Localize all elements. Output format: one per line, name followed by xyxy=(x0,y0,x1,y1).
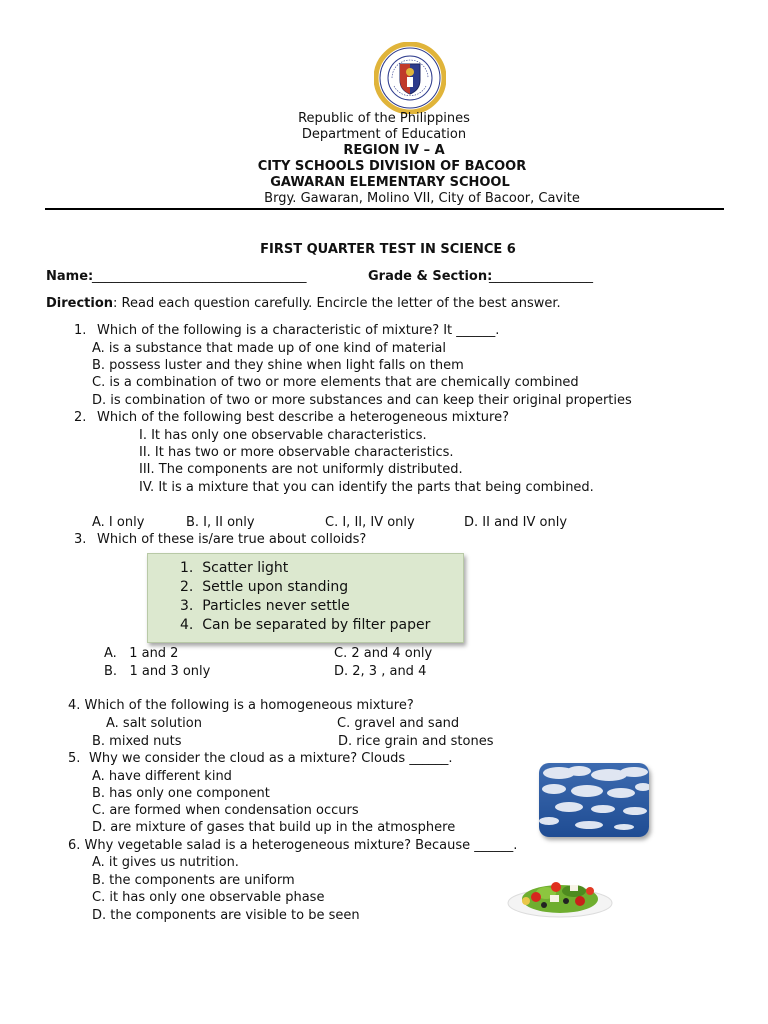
q4-option-b[interactable]: B. mixed nuts xyxy=(92,734,182,749)
q6-option-c[interactable]: C. it has only one observable phase xyxy=(92,890,325,905)
q1-option-d[interactable]: D. is combination of two or more substances and can keep their original properties xyxy=(92,393,632,408)
q2-question: Which of the following best describe a heterogeneous mixture? xyxy=(97,410,509,425)
header-address: Brgy. Gawaran, Molino VII, City of Bacoor, Cavite xyxy=(264,191,580,206)
seal-graphic xyxy=(374,42,446,114)
deped-seal xyxy=(374,42,446,114)
q3-item-3: 3. Particles never settle xyxy=(180,598,350,614)
direction xyxy=(46,296,561,311)
q3-option-c[interactable]: C. 2 and 4 only xyxy=(334,646,433,661)
q5-option-b[interactable]: B. has only one component xyxy=(92,786,270,801)
q2-statement-iv: IV. It is a mixture that you can identify the parts that being combined. xyxy=(139,480,594,495)
q2-statement-ii: II. It has two or more observable characteristics. xyxy=(139,445,454,460)
q4-option-c[interactable]: C. gravel and sand xyxy=(337,716,460,731)
q2-statement-iii: III. The components are not uniformly distributed. xyxy=(139,462,463,477)
q2-option-a[interactable]: A. I only xyxy=(92,515,145,530)
q3-item-1: 1. Scatter light xyxy=(180,560,289,576)
q4-question: 4. Which of the following is a homogeneous mixture? xyxy=(68,698,414,713)
q2-option-d[interactable]: D. II and IV only xyxy=(464,515,568,530)
q3-option-a[interactable]: A. 1 and 2 xyxy=(104,646,179,661)
q3-item-4: 4. Can be separated by filter paper xyxy=(180,617,431,633)
grade-section-label: Grade & Section: xyxy=(368,269,493,284)
q3-option-d[interactable]: D. 2, 3 , and 4 xyxy=(334,664,427,679)
direction-label: Direction xyxy=(46,296,114,311)
q3-number: 3. xyxy=(74,532,87,547)
header-region: REGION IV – A xyxy=(343,143,445,158)
name-label: Name: xyxy=(46,269,94,284)
q5-question: Why we consider the cloud as a mixture? Clouds ______. xyxy=(89,751,453,766)
q1-option-a[interactable]: A. is a substance that made up of one kind of material xyxy=(92,341,447,356)
name-field[interactable]: _________________________________ xyxy=(92,269,307,284)
header-division: CITY SCHOOLS DIVISION OF BACOOR xyxy=(257,159,527,174)
q5-option-d[interactable]: D. are mixture of gases that build up in the atmosphere xyxy=(92,820,456,835)
q4-option-d[interactable]: D. rice grain and stones xyxy=(338,734,494,749)
q1-option-c[interactable]: C. is a combination of two or more elements that are chemically combined xyxy=(92,375,579,390)
header-school: GAWARAN ELEMENTARY SCHOOL xyxy=(270,175,510,190)
q5-option-a[interactable]: A. have different kind xyxy=(92,769,232,784)
header-republic: Republic of the Philippines xyxy=(298,111,470,126)
q3-question: Which of these is/are true about colloids? xyxy=(97,532,367,547)
salad-graphic xyxy=(506,861,614,921)
q6-question: 6. Why vegetable salad is a heterogeneous mixture? Because ______. xyxy=(68,838,518,853)
clouds-image xyxy=(539,763,649,837)
q1-question: Which of the following is a characteristic of mixture? It ______. xyxy=(97,323,500,338)
test-title: FIRST QUARTER TEST IN SCIENCE 6 xyxy=(260,242,516,257)
q2-statement-i: I. It has only one observable characteristics. xyxy=(139,428,427,443)
q1-number: 1. xyxy=(74,323,87,338)
q1-option-b[interactable]: B. possess luster and they shine when light falls on them xyxy=(92,358,464,373)
header-divider xyxy=(45,208,724,210)
salad-image xyxy=(506,861,614,921)
direction-text: : Read each question carefully. Encircle the letter of the best answer. xyxy=(113,296,561,311)
grade-section-field[interactable]: ________________ xyxy=(489,269,593,284)
q2-option-c[interactable]: C. I, II, IV only xyxy=(325,515,415,530)
q3-item-2: 2. Settle upon standing xyxy=(180,579,349,595)
q5-option-c[interactable]: C. are formed when condensation occurs xyxy=(92,803,359,818)
q6-option-d[interactable]: D. the components are visible to be seen xyxy=(92,908,360,923)
q2-option-b[interactable]: B. I, II only xyxy=(186,515,255,530)
q4-option-a[interactable]: A. salt solution xyxy=(106,716,202,731)
q5-number: 5. xyxy=(68,751,81,766)
q6-option-a[interactable]: A. it gives us nutrition. xyxy=(92,855,239,870)
clouds-graphic xyxy=(539,763,649,837)
q3-option-b[interactable]: B. 1 and 3 only xyxy=(104,664,211,679)
q6-option-b[interactable]: B. the components are uniform xyxy=(92,873,295,888)
header-department: Department of Education xyxy=(301,127,467,142)
q3-statement-box xyxy=(147,553,464,643)
q2-number: 2. xyxy=(74,410,87,425)
